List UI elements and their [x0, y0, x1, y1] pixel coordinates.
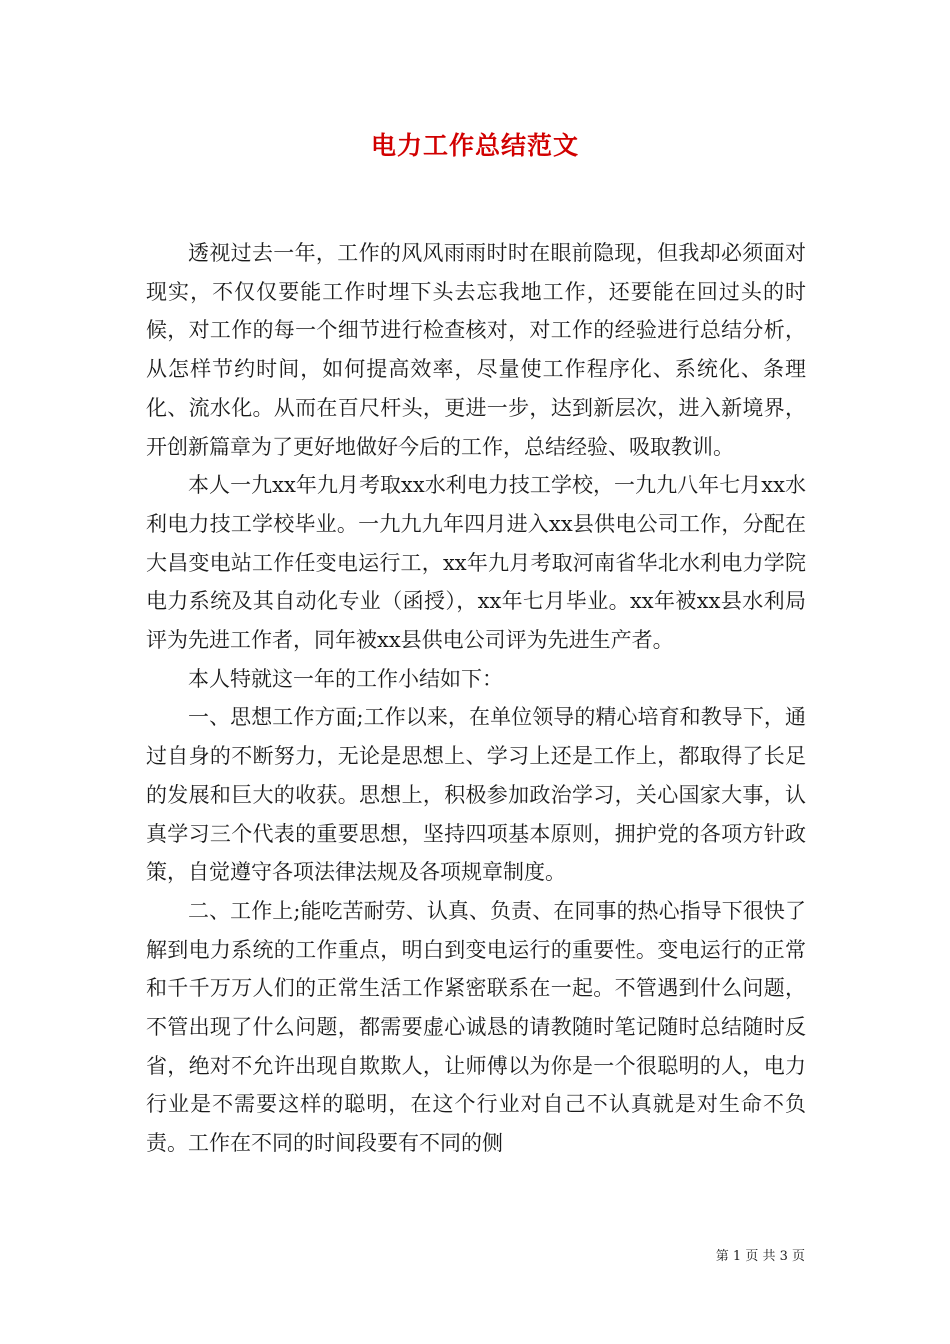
document-body [146, 234, 806, 1163]
document-title: 电力工作总结范文 [370, 131, 579, 160]
paragraph-background: 本人一九xx年九月考取xx水利电力技工学校，一九九八年七月xx水利电力技工学校毕业。一九九九年四月进入xx县供电公司工作，分配在大昌变电站工作任变电运行工，xx年九月考取河南省华北水利电力学院电力系统及其自动化专业（函授），xx年七月毕业。xx年被xx县水利局评为先进工作者，同年被xx县供电公司评为先进生产者。 [146, 473, 806, 653]
page-number-footer: 第 1 页 共 3 页 [715, 1249, 805, 1264]
paragraph-ideology: 一、思想工作方面;工作以来，在单位领导的精心培育和教导下，通过自身的不断努力，无论是思想上、学习上还是工作上，都取得了长足的发展和巨大的收获。思想上，积极参加政治学习，关心国家大事，认真学习三个代表的重要思想，坚持四项基本原则，拥护党的各项方针政策，自觉遵守各项法律法规及各项规章制度。 [146, 705, 806, 885]
paragraph-work: 二、工作上;能吃苦耐劳、认真、负责、在同事的热心指导下很快了解到电力系统的工作重点，明白到变电运行的重要性。变电运行的正常和千千万万人们的正常生活工作紧密联系在一起。不管遇到什么问题，不管出现了什么问题，都需要虚心诚恳的请教随时笔记随时总结随时反省，绝对不允许出现自欺欺人，让师傅以为你是一个很聪明的人，电力行业是不需要这样的聪明，在这个行业对自己不认真就是对生命不负责。工作在不同的时间段要有不同的侧 [146, 898, 806, 1156]
paragraph-intro: 透视过去一年，工作的风风雨雨时时在眼前隐现，但我却必须面对现实，不仅仅要能工作时埋下头去忘我地工作，还要能在回过头的时候，对工作的每一个细节进行检查核对，对工作的经验进行总结分析，从怎样节约时间，如何提高效率，尽量使工作程序化、系统化、条理化、流水化。从而在百尺杆头，更进一步，达到新层次，进入新境界，开创新篇章为了更好地做好今后的工作，总结经验、吸取教训。 [146, 241, 806, 459]
paragraph-summary-intro: 本人特就这一年的工作小结如下： [188, 666, 503, 691]
